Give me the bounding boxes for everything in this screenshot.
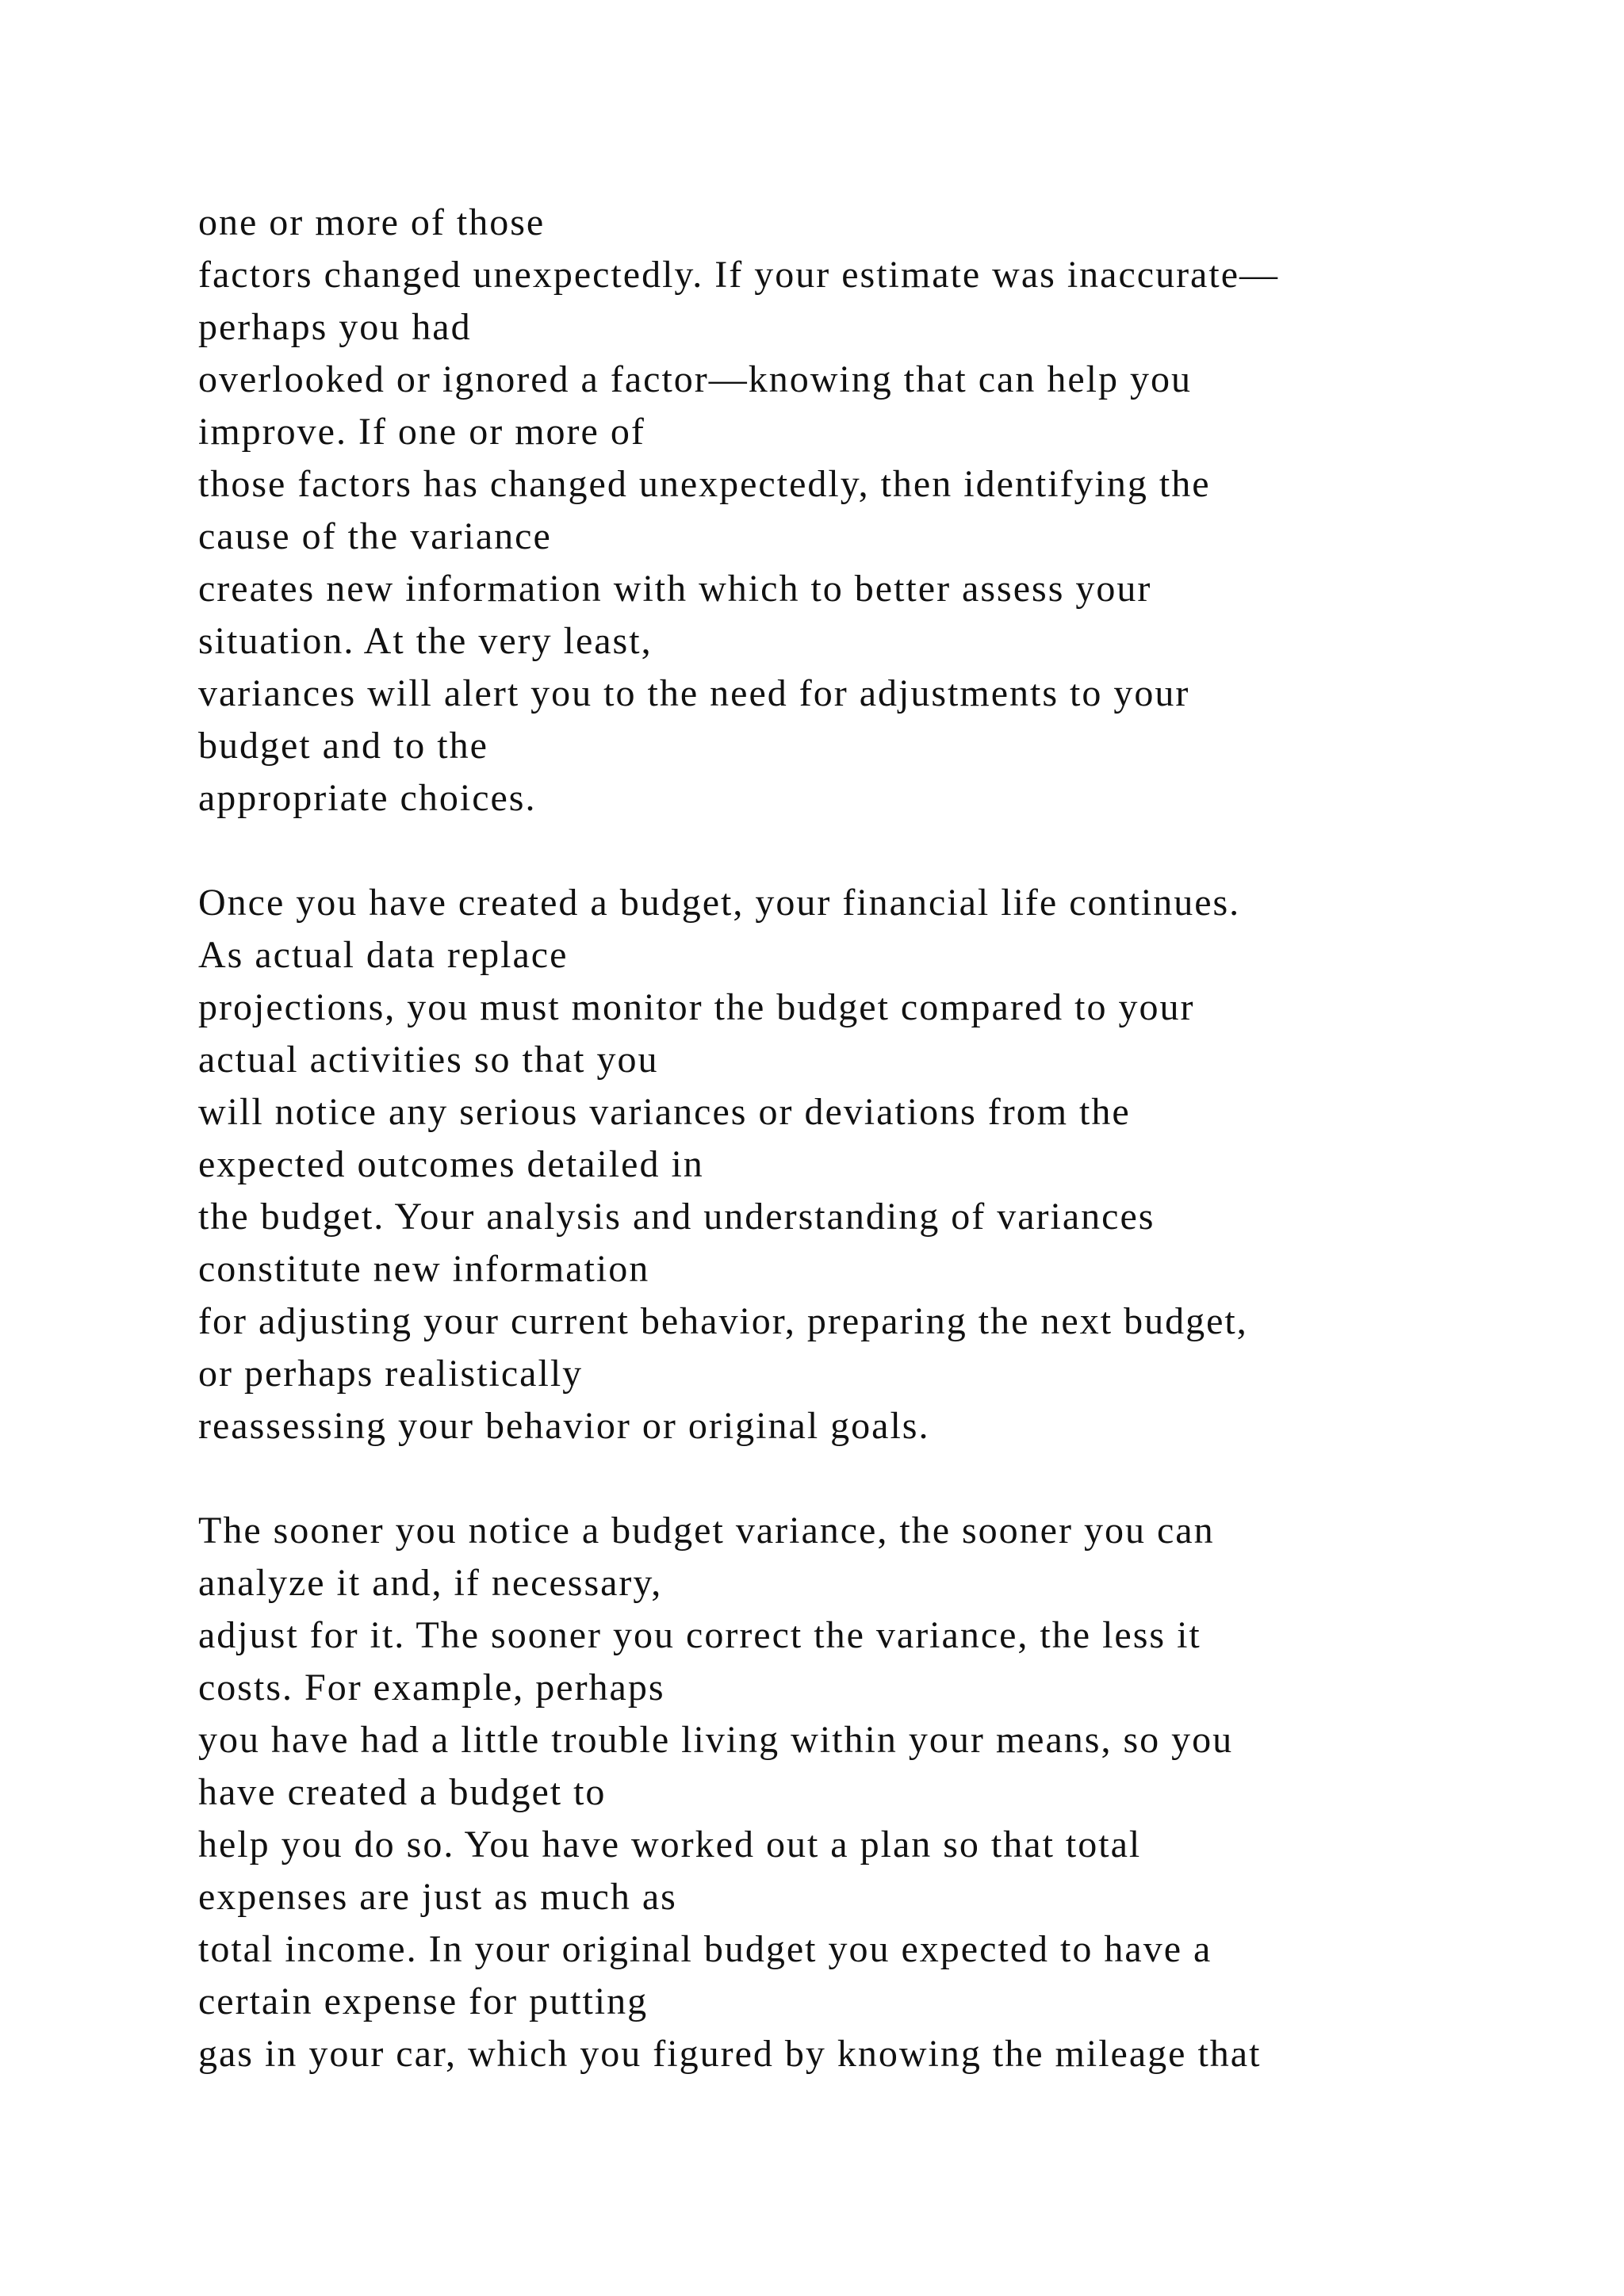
text-line: improve. If one or more of [198, 411, 645, 453]
text-line: those factors has changed unexpectedly, then identifying the [198, 463, 1211, 505]
paragraph [198, 197, 1562, 825]
text-line: certain expense for putting [198, 1980, 649, 2022]
text-line: perhaps you had [198, 306, 472, 348]
text-line: cause of the variance [198, 515, 552, 557]
text-line: or perhaps realistically [198, 1353, 584, 1395]
text-line: for adjusting your current behavior, preparing the next budget, [198, 1300, 1248, 1342]
paragraph [198, 877, 1562, 1452]
text-line: overlooked or ignored a factor—knowing that can help you [198, 358, 1192, 400]
text-line: total income. In your original budget you expected to have a [198, 1928, 1212, 1970]
text-line: have created a budget to [198, 1771, 607, 1813]
text-line: creates new information with which to better assess your [198, 568, 1152, 610]
text-line: budget and to the [198, 725, 488, 767]
text-line: expected outcomes detailed in [198, 1143, 704, 1185]
text-line: appropriate choices. [198, 777, 537, 819]
text-line: reassessing your behavior or original goals. [198, 1405, 930, 1447]
text-line: adjust for it. The sooner you correct the variance, the less it [198, 1614, 1201, 1656]
text-line: actual activities so that you [198, 1039, 659, 1081]
text-line: As actual data replace [198, 934, 569, 976]
text-line: expenses are just as much as [198, 1876, 677, 1918]
text-line: help you do so. You have worked out a plan so that total [198, 1823, 1142, 1866]
text-line: variances will alert you to the need for adjustments to your [198, 672, 1190, 714]
text-line: you have had a little trouble living within your means, so you [198, 1719, 1234, 1761]
text-line: will notice any serious variances or deviations from the [198, 1091, 1131, 1133]
text-line: one or more of those [198, 201, 546, 243]
text-line: projections, you must monitor the budget compared to your [198, 986, 1195, 1028]
text-line: factors changed unexpectedly. If your estimate was inaccurate— [198, 254, 1279, 296]
text-line: Once you have created a budget, your financial life continues. [198, 882, 1241, 924]
text-line: costs. For example, perhaps [198, 1667, 665, 1709]
text-line: analyze it and, if necessary, [198, 1562, 663, 1604]
text-line: situation. At the very least, [198, 620, 653, 662]
document-body [198, 197, 1562, 2080]
paragraph-gap [198, 825, 1562, 877]
paragraph-gap [198, 1452, 1562, 1505]
text-line: gas in your car, which you figured by knowing the mileage that [198, 2033, 1262, 2075]
text-line: constitute new information [198, 1248, 650, 1290]
text-line: the budget. Your analysis and understanding of variances [198, 1196, 1155, 1238]
text-line: The sooner you notice a budget variance, the sooner you can [198, 1510, 1215, 1552]
paragraph [198, 1505, 1562, 2080]
